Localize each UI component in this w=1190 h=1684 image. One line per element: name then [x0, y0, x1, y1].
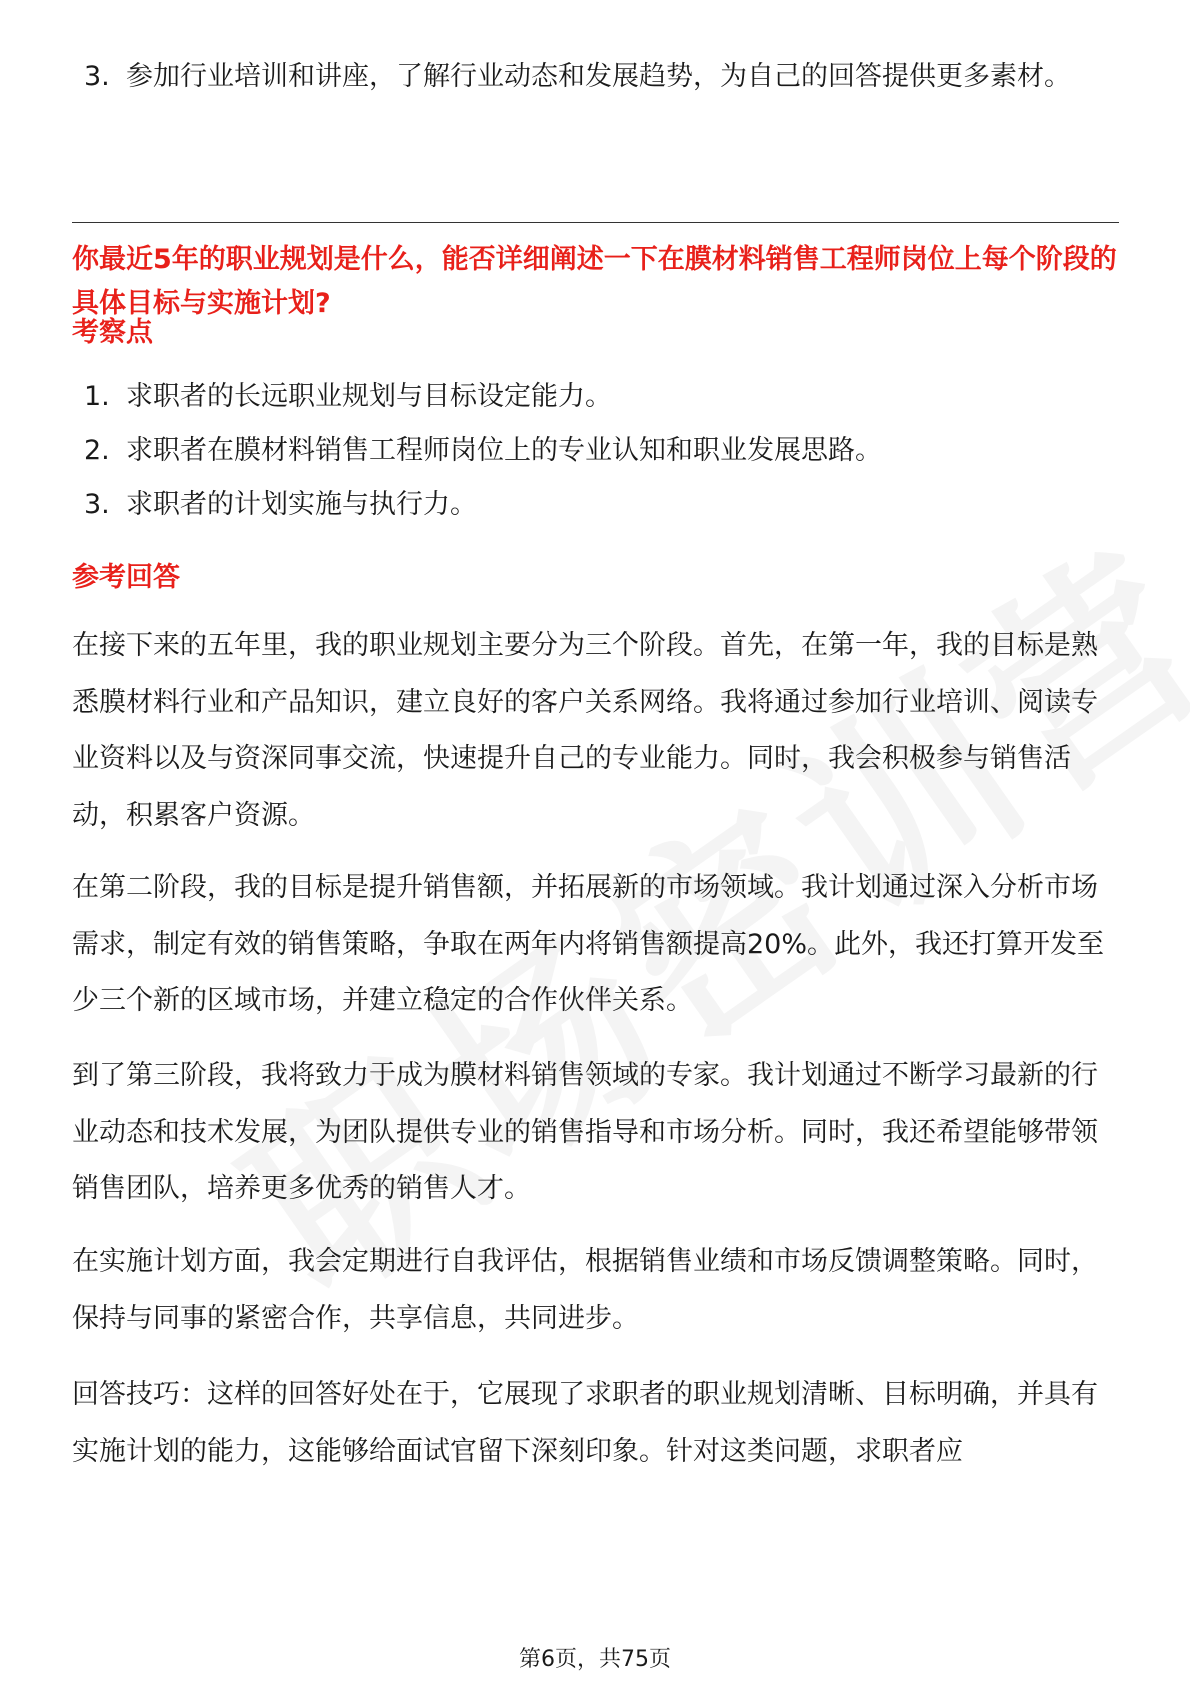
list-number: 2.	[84, 435, 110, 466]
list-number: 3.	[84, 489, 110, 520]
answer-paragraph: 在实施计划方面，我会定期进行自我评估，根据销售业绩和市场反馈调整策略。同时，保持与同事的紧密合作，共享信息，共同进步。	[72, 1246, 1098, 1334]
page-number: 第6页，共75页	[519, 1647, 671, 1672]
top-list	[84, 50, 1114, 104]
answer-tips: 回答技巧：这样的回答好处在于，它展现了求职者的职业规划清晰、目标明确，并具有实施计划的能力，这能够给面试官留下深刻印象。针对这类问题，求职者应	[72, 1379, 1098, 1467]
section-divider	[72, 222, 1119, 223]
kaochadian-list	[84, 370, 1114, 532]
answer-label: 参考回答	[72, 562, 180, 593]
answer-paragraph: 到了第三阶段，我将致力于成为膜材料销售领域的专家。我计划通过不断学习最新的行业动态和技术发展，为团队提供专业的销售指导和市场分析。同时，我还希望能够带领销售团队，培养更多优秀的销售人才。	[72, 1060, 1098, 1204]
list-number: 3.	[84, 61, 110, 92]
list-text: 求职者在膜材料销售工程师岗位上的专业认知和职业发展思路。	[126, 435, 882, 466]
list-item	[84, 370, 1114, 424]
list-text: 求职者的计划实施与执行力。	[126, 489, 477, 520]
list-number: 1.	[84, 381, 110, 412]
list-item	[84, 424, 1114, 478]
answer-paragraph: 在接下来的五年里，我的职业规划主要分为三个阶段。首先，在第一年，我的目标是熟悉膜材料行业和产品知识，建立良好的客户关系网络。我将通过参加行业培训、阅读专业资料以及与资深同事交流，快速提升自己的专业能力。同时，我会积极参与销售活动，积累客户资源。	[72, 630, 1098, 831]
list-text: 求职者的长远职业规划与目标设定能力。	[126, 381, 612, 412]
list-text: 参加行业培训和讲座，了解行业动态和发展趋势，为自己的回答提供更多素材。	[126, 61, 1071, 92]
kaochadian-label: 考察点	[72, 317, 153, 348]
answer-paragraph: 在第二阶段，我的目标是提升销售额，并拓展新的市场领域。我计划通过深入分析市场需求，制定有效的销售策略，争取在两年内将销售额提高20%。此外，我还打算开发至少三个新的区域市场，并建立稳定的合作伙伴关系。	[72, 872, 1105, 1016]
question-heading: 你最近5年的职业规划是什么，能否详细阐述一下在膜材料销售工程师岗位上每个阶段的具体目标与实施计划?	[72, 244, 1117, 319]
list-item	[84, 478, 1114, 532]
list-item	[84, 50, 1114, 104]
